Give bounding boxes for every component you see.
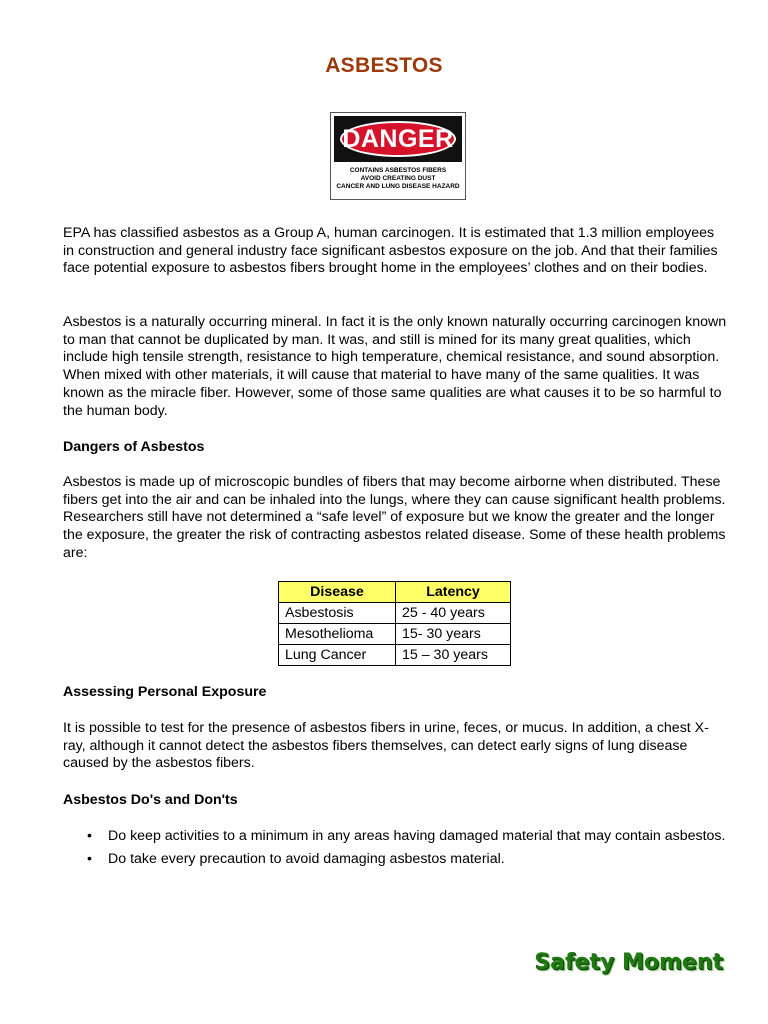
- dos-donts-heading: Asbestos Do's and Don'ts: [63, 792, 238, 808]
- danger-sign-line: CANCER AND LUNG DISEASE HAZARD: [336, 183, 460, 190]
- table-header-latency: Latency: [396, 582, 511, 603]
- table-row: [279, 603, 511, 624]
- bullet-icon: •: [87, 828, 92, 844]
- list-item: [63, 851, 727, 869]
- table-cell: Mesothelioma: [279, 624, 396, 645]
- table-row: [279, 645, 511, 666]
- table-cell: 15 – 30 years: [396, 645, 511, 666]
- danger-sign: [330, 112, 466, 200]
- danger-sign-header-band: [334, 116, 462, 162]
- danger-sign-text: [333, 167, 463, 191]
- safety-moment-logo: Safety Moment: [534, 950, 723, 975]
- danger-sign-line: CONTAINS ASBESTOS FIBERS: [349, 167, 447, 174]
- mineral-paragraph: Asbestos is a naturally occurring mineral. In fact it is the only known naturally occurring carcinogen known to man that cannot be duplicated by man. It was, and still is mined for its many great qualities, which include high tensile strength, resistance to high temperature, chemical resistance, and sound absorption. When mixed with other materials, it will cause that material to have many of the same qualities. It was known as the miracle fiber. However, some of those same qualities are what causes it to be so harmful to the human body.: [63, 314, 727, 419]
- list-item-text: Do take every precaution to avoid damaging asbestos material.: [108, 850, 505, 867]
- danger-sign-line: AVOID CREATING DUST: [360, 175, 436, 182]
- dos-donts-list: [63, 828, 727, 873]
- page-title: ASBESTOS: [325, 54, 443, 77]
- table-header-row: [279, 582, 511, 603]
- dangers-paragraph: Asbestos is made up of microscopic bundles of fibers that may become airborne when distributed. These fibers get into the air and can be inhaled into the lungs, where they can cause significant health problems. Researchers still have not determined a “safe level” of exposure but we know the greater and the longer the exposure, the greater the risk of contracting asbestos related disease. Some of these health problems are:: [63, 474, 726, 561]
- table-cell: 25 - 40 years: [396, 603, 511, 624]
- exposure-paragraph: It is possible to test for the presence of asbestos fibers in urine, feces, or mucus. In addition, a chest X-ray, although it cannot detect the asbestos fibers themselves, can detect early signs of lung disease caused by the asbestos fibers.: [63, 720, 709, 772]
- table-cell: 15- 30 years: [396, 624, 511, 645]
- list-item: [63, 828, 727, 846]
- table-header-disease: Disease: [279, 582, 396, 603]
- disease-latency-table: [278, 581, 511, 666]
- list-item-text: Do keep activities to a minimum in any areas having damaged material that may contain asbestos.: [108, 828, 726, 844]
- danger-sign-label: DANGER: [340, 121, 456, 157]
- exposure-heading: Assessing Personal Exposure: [63, 684, 267, 700]
- table-cell: Asbestosis: [279, 603, 396, 624]
- intro-paragraph: EPA has classified asbestos as a Group A, human carcinogen. It is estimated that 1.3 million employees in construction and general industry face significant asbestos exposure on the job. And that their families face potential exposure to asbestos fibers brought home in the employees’ clothes and on their bodies.: [63, 225, 718, 277]
- bullet-icon: •: [87, 850, 92, 867]
- table-cell: Lung Cancer: [279, 645, 396, 666]
- dangers-heading: Dangers of Asbestos: [63, 439, 205, 455]
- table-row: [279, 624, 511, 645]
